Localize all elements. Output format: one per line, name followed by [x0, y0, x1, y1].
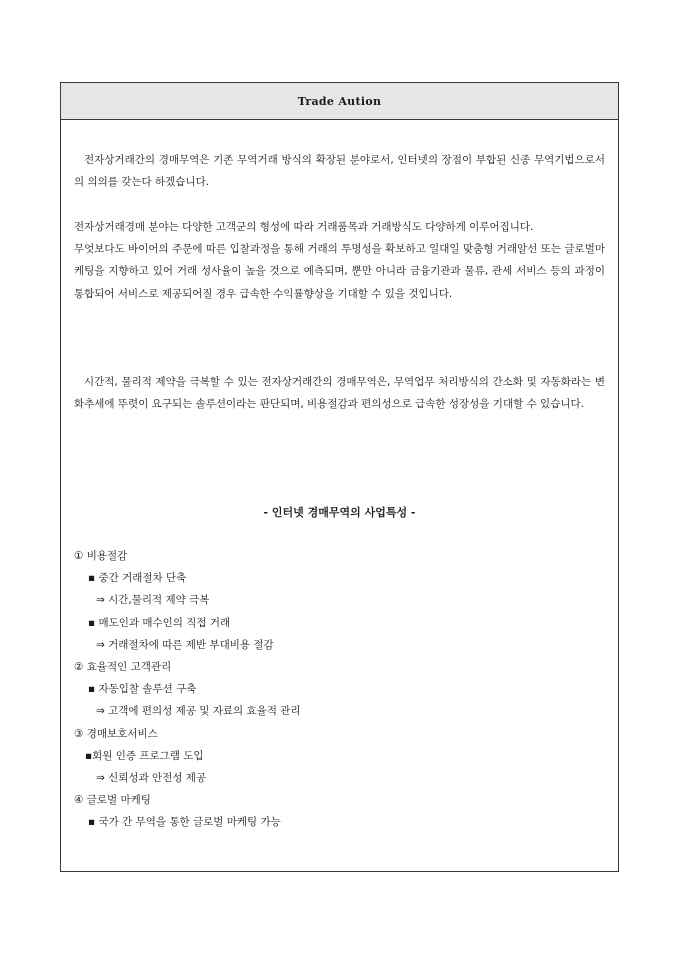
- list-item-result: ⇒ 고객에 편의성 제공 및 자료의 효율적 관리: [96, 705, 301, 718]
- section-subtitle: - 인터넷 경매무역의 사업특성 -: [263, 506, 416, 519]
- feature-heading-cost: ① 비용절감: [74, 550, 128, 562]
- paragraph-4: 시간적, 물리적 제약을 극복할 수 있는 전자상거래간의 경매무역은, 무역업무 처리방식의 간소화 및 자동화라는 변화추세에 뚜렷이 요구되는 솔루션이라는 판단되며, 비용절감과 편의성으로 급속한 성장성을 기대할 수 있습니다.: [74, 376, 605, 411]
- list-item-result: ⇒ 신뢰성과 안전성 제공: [96, 771, 207, 784]
- paragraph-1: 전자상거래간의 경매무역은 기존 무역거래 방식의 확장된 분야로서, 인터넷의 장점이 부합된 신종 무역기법으로서의 의의를 갖는다 하겠습니다.: [74, 154, 605, 189]
- list-item: ▪ 자동입찰 솔루션 구축: [88, 683, 197, 696]
- list-item: ▪ 매도인과 매수인의 직접 거래: [88, 616, 231, 629]
- conclusion-paragraph: [74, 371, 605, 415]
- body-paragraph-group: [74, 216, 605, 305]
- intro-paragraph: [74, 149, 605, 193]
- feature-list: [74, 545, 605, 833]
- list-item: ▪회원 인증 프로그램 도입: [85, 749, 204, 762]
- list-item-result: ⇒ 시간,물리적 제약 극복: [96, 594, 210, 607]
- feature-heading-protection: ③ 경매보호서비스: [74, 727, 158, 740]
- list-item: ▪ 국가 간 무역을 통한 글로벌 마케팅 가능: [88, 816, 281, 829]
- paragraph-3: 무엇보다도 바이어의 주문에 따른 입찰과정을 통해 거래의 투명성을 확보하고 일대일 맞춤형 거래알선 또는 글로벌마케팅을 지향하고 있어 거래 성사율이 높을 것으로 예측되며, 뿐만 아니라 금융기관과 물류, 관세 서비스 등의 과정이 통합되어 서비스로 제공되어질 경우 급속한 수익률향상을 기대할 수 있을 것입니다.: [74, 243, 605, 300]
- list-item: ▪ 중간 거래절차 단축: [88, 572, 187, 585]
- list-item-result: ⇒ 거래절차에 따른 제반 부대비용 절감: [96, 638, 274, 651]
- feature-heading-customer: ② 효율적인 고객관리: [74, 660, 172, 673]
- document-title: Trade Aution: [297, 94, 382, 108]
- document-header: [61, 83, 618, 120]
- feature-heading-marketing: ④ 글로벌 마케팅: [74, 794, 151, 807]
- paragraph-2: 전자상거래경매 분야는 다양한 고객군의 형성에 따라 거래품목과 거래방식도 다양하게 이루어집니다.: [74, 221, 534, 233]
- document-box: [60, 82, 619, 872]
